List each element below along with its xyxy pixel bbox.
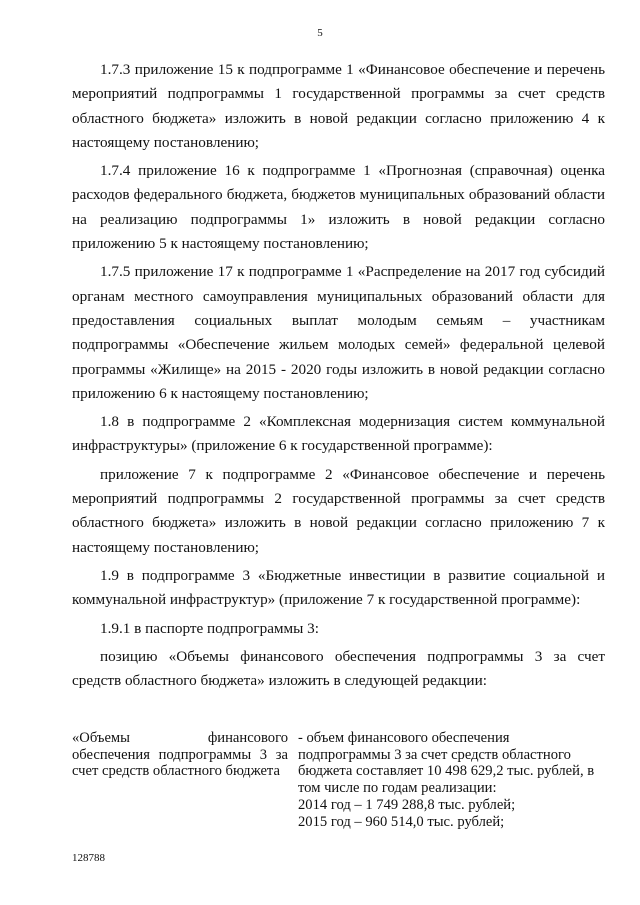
paragraph-appendix-7: приложение 7 к подпрограмме 2 «Финансовое обеспечение и перечень мероприятий подпрограммы 2 государственной программы за счет средств областного бюджета» изложить в новой редакции согласно приложению 7 к настоящему постановлению; <box>72 465 605 556</box>
funding-total-text: - объем финансового обеспечения подпрограммы 3 за счет средств областного бюджета составляет 10 498 629,2 тыс. рублей, в том числе по годам реализации: <box>298 730 595 797</box>
paragraph-position: позицию «Объемы финансового обеспечения подпрограммы 3 за счет средств областного бюджета» изложить в следующей редакции: <box>72 647 605 690</box>
footer-document-code: 128788 <box>72 852 105 864</box>
paragraph-1-8: 1.8 в подпрограмме 2 «Комплексная модернизация систем коммунальной инфраструктуры» (приложение 6 к государственной программе): <box>72 413 605 455</box>
paragraph-1-7-3: 1.7.3 приложение 15 к подпрограмме 1 «Финансовое обеспечение и перечень мероприятий подпрограммы 1 государственной программы за счет средств областного бюджета» изложить в новой редакции согласно приложению 4 к настоящему постановлению; <box>72 61 605 151</box>
paragraph-1-7-4: 1.7.4 приложение 16 к подпрограмме 1 «Прогнозная (справочная) оценка расходов федерального бюджета, бюджетов муниципальных образований области на реализацию подпрограммы 1» изложить в новой редакции согласно приложению 5 к настоящему постановлению; <box>72 162 605 253</box>
paragraph-1-9-1: 1.9.1 в паспорте подпрограммы 3: <box>100 619 319 637</box>
funding-year-2015: 2015 год – 960 514,0 тыс. рублей; <box>298 813 505 830</box>
document-body <box>72 58 605 693</box>
funding-table-label-cell: «Объемы финансового обеспечения подпрограммы 3 за счет средств областного бюджета <box>72 730 288 780</box>
funding-year-2014: 2014 год – 1 749 288,8 тыс. рублей; <box>298 796 516 813</box>
funding-table-value-cell <box>298 730 605 830</box>
paragraph-1-7-5: 1.7.5 приложение 17 к подпрограмме 1 «Распределение на 2017 год субсидий органам местного самоуправления муниципальных образований области для предоставления социальных выплат молодым семьям – участникам подпрограммы «Обеспечение жильем молодых семей» федеральной целевой программы «Жилище» на 2015 - 2020 годы изложить в новой редакции согласно приложению 6 к настоящему постановлению; <box>72 263 605 402</box>
page-number: 5 <box>317 27 323 39</box>
paragraph-1-9: 1.9 в подпрограмме 3 «Бюджетные инвестиции в развитие социальной и коммунальной инфраструктур» (приложение 7 к государственной программе): <box>72 566 605 609</box>
